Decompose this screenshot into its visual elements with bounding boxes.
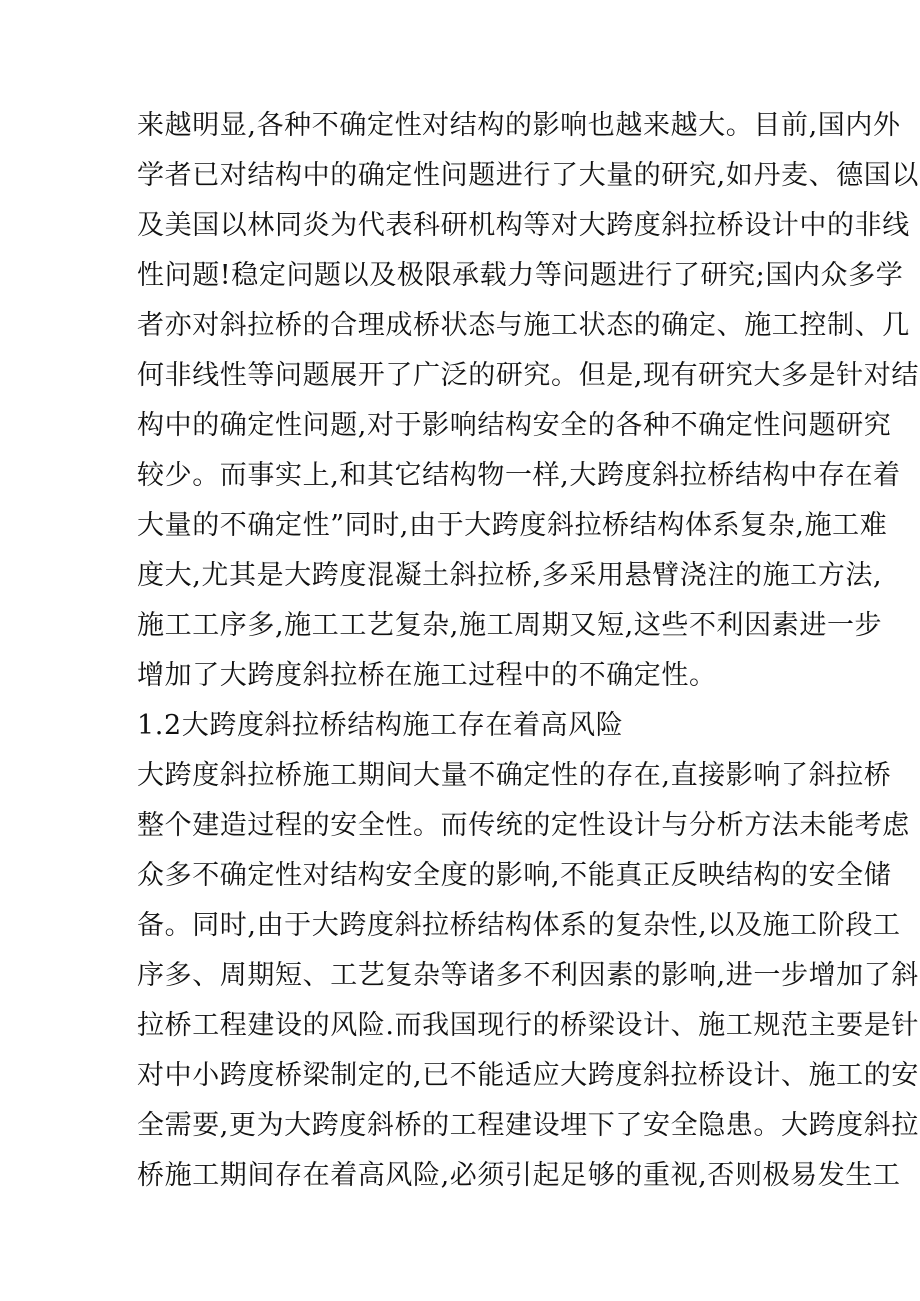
text-line: 施工工序多,施工工艺复杂,施工周期又短,这些不利因素进一步 bbox=[137, 610, 883, 641]
text-line: 对中小跨度桥梁制定的,已不能适应大跨度斜拉桥设计、施工的安 bbox=[137, 1060, 919, 1091]
text-line: 较少。而事实上,和其它结构物一样,大跨度斜拉桥结构中存在着 bbox=[137, 460, 901, 491]
text-line: 者亦对斜拉桥的合理成桥状态与施工状态的确定、施工控制、几 bbox=[137, 310, 910, 341]
text-line: 桥施工期间存在着高风险,必须引起足够的重视,否则极易发生工 bbox=[137, 1160, 901, 1191]
text-line: 增加了大跨度斜拉桥在施工过程中的不确定性。 bbox=[137, 660, 717, 691]
text-line: 来越明显,各种不确定性对结构的影响也越来越大。目前,国内外 bbox=[137, 110, 901, 141]
text-line: 性问题!稳定问题以及极限承载力等问题进行了研究;国内众多学 bbox=[137, 260, 904, 291]
text-line: 备。同时,由于大跨度斜拉桥结构体系的复杂性,以及施工阶段工 bbox=[137, 910, 901, 941]
text-line: 及美国以林同炎为代表科研机构等对大跨度斜拉桥设计中的非线 bbox=[137, 210, 910, 241]
text-line: 整个建造过程的安全性。而传统的定性设计与分析方法未能考虑 bbox=[137, 810, 910, 841]
text-line: 拉桥工程建设的风险.而我国现行的桥梁设计、施工规范主要是针 bbox=[137, 1010, 919, 1041]
text-line: 何非线性等问题展开了广泛的研究。但是,现有研究大多是针对结 bbox=[137, 360, 919, 391]
text-line: 序多、周期短、工艺复杂等诸多不利因素的影响,进一步增加了斜 bbox=[137, 960, 919, 991]
text-line: 大跨度斜拉桥施工期间大量不确定性的存在,直接影响了斜拉桥 bbox=[137, 760, 892, 791]
section-heading: 1.2大跨度斜拉桥结构施工存在着高风险 bbox=[137, 710, 624, 741]
text-line: 大量的不确定性”同时,由于大跨度斜拉桥结构体系复杂,施工难 bbox=[137, 510, 888, 541]
text-line: 学者已对结构中的确定性问题进行了大量的研究,如丹麦、德国以 bbox=[137, 160, 919, 191]
text-line: 众多不确定性对结构安全度的影响,不能真正反映结构的安全储 bbox=[137, 860, 892, 891]
text-line: 全需要,更为大跨度斜桥的工程建设埋下了安全隐患。大跨度斜拉 bbox=[137, 1110, 919, 1141]
text-line: 度大,尤其是大跨度混凝土斜拉桥,多采用悬臂浇注的施工方法, bbox=[137, 560, 883, 591]
text-line: 构中的确定性问题,对于影响结构安全的各种不确定性问题研究 bbox=[137, 410, 892, 441]
